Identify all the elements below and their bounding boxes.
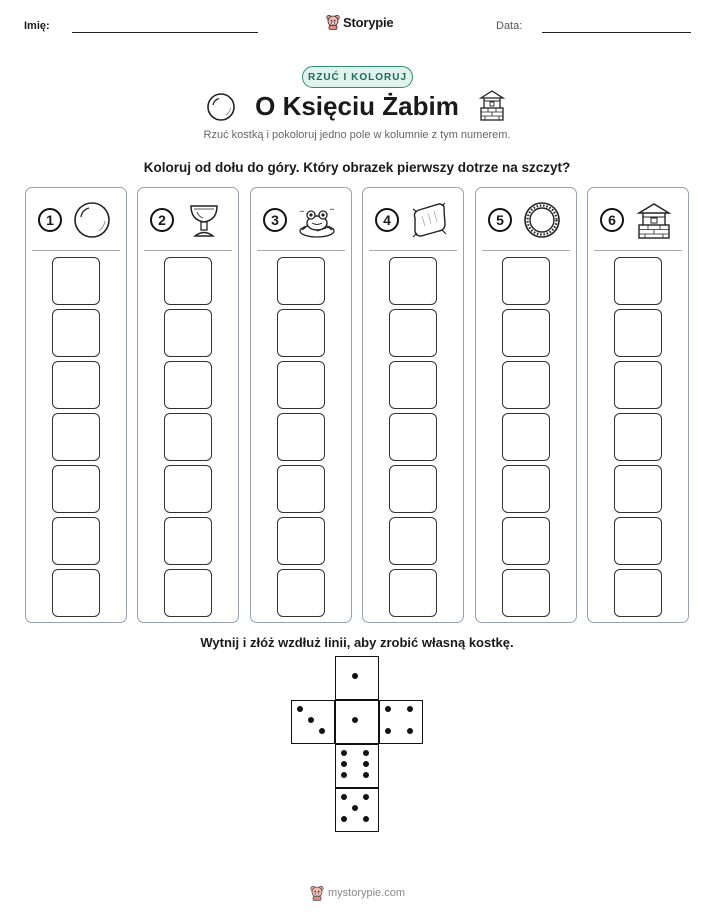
die-pip	[341, 750, 347, 756]
date-line[interactable]	[542, 32, 691, 33]
die-pip	[407, 728, 413, 734]
color-cell[interactable]	[502, 465, 550, 513]
color-cell[interactable]	[389, 257, 437, 305]
color-cell[interactable]	[614, 309, 662, 357]
die-face-5	[335, 788, 379, 832]
column-5	[475, 187, 577, 623]
column-2	[137, 187, 239, 623]
name-line[interactable]	[72, 32, 258, 33]
color-cell[interactable]	[277, 465, 325, 513]
column-number: 3	[263, 208, 287, 232]
color-cell[interactable]	[389, 569, 437, 617]
color-cell[interactable]	[389, 465, 437, 513]
wishing-well-icon	[478, 88, 506, 122]
color-cell[interactable]	[614, 413, 662, 461]
color-cell[interactable]	[277, 257, 325, 305]
color-cell[interactable]	[52, 413, 100, 461]
die-pip	[297, 706, 303, 712]
column-number: 1	[38, 208, 62, 232]
color-cell[interactable]	[614, 569, 662, 617]
column-divider	[594, 250, 682, 251]
die-pip	[341, 772, 347, 778]
bear-logo-icon	[326, 14, 340, 30]
die-pip	[341, 761, 347, 767]
goblet-icon	[184, 200, 224, 240]
color-cell[interactable]	[502, 413, 550, 461]
color-cell[interactable]	[389, 517, 437, 565]
die-pip	[319, 728, 325, 734]
die-face-1	[335, 656, 379, 700]
footer-text: mystorypie.com	[328, 887, 406, 899]
color-cell[interactable]	[52, 257, 100, 305]
die-pip	[385, 728, 391, 734]
color-cell[interactable]	[164, 309, 212, 357]
die-face-3	[291, 700, 335, 744]
column-divider	[369, 250, 457, 251]
color-cell[interactable]	[52, 465, 100, 513]
die-pip	[363, 816, 369, 822]
column-3	[250, 187, 352, 623]
instruction: Koloruj od dołu do góry. Który obrazek pierwszy dotrze na szczyt?	[143, 160, 571, 175]
category-badge: RZUĆ I KOLORUJ	[302, 66, 413, 88]
color-cell[interactable]	[502, 361, 550, 409]
column-divider	[482, 250, 570, 251]
footer	[310, 885, 405, 901]
color-cell[interactable]	[164, 413, 212, 461]
die-pip	[308, 717, 314, 723]
color-cell[interactable]	[277, 517, 325, 565]
color-cell[interactable]	[389, 413, 437, 461]
page-title: O Księciu Żabim	[255, 91, 459, 121]
bear-logo-icon	[310, 885, 324, 901]
column-divider	[32, 250, 120, 251]
column-number: 5	[488, 208, 512, 232]
ring-icon	[522, 200, 562, 240]
color-cell[interactable]	[164, 257, 212, 305]
color-cell[interactable]	[502, 309, 550, 357]
color-cell[interactable]	[52, 309, 100, 357]
color-cell[interactable]	[614, 257, 662, 305]
die-pip	[363, 761, 369, 767]
color-cell[interactable]	[52, 517, 100, 565]
color-cell[interactable]	[164, 361, 212, 409]
color-cell[interactable]	[164, 517, 212, 565]
die-pip	[352, 717, 358, 723]
color-cell[interactable]	[277, 569, 325, 617]
column-divider	[257, 250, 345, 251]
color-cell[interactable]	[614, 361, 662, 409]
subtitle: Rzuć kostką i pokoloruj jedno pole w kolumnie z tym numerem.	[203, 129, 511, 141]
column-number: 6	[600, 208, 624, 232]
color-cell[interactable]	[614, 465, 662, 513]
column-number: 2	[150, 208, 174, 232]
die-face-6	[335, 744, 379, 788]
die-pip	[341, 794, 347, 800]
color-cell[interactable]	[502, 257, 550, 305]
column-6	[587, 187, 689, 623]
die-face-1	[335, 700, 379, 744]
die-pip	[341, 816, 347, 822]
color-cell[interactable]	[52, 569, 100, 617]
column-divider	[144, 250, 232, 251]
cut-instruction: Wytnij i złóż wzdłuż linii, aby zrobić własną kostkę.	[200, 635, 514, 650]
column-1	[25, 187, 127, 623]
bubble-icon	[72, 200, 112, 240]
logo-text: Storypie	[343, 14, 394, 30]
die-pip	[352, 805, 358, 811]
die-pip	[363, 772, 369, 778]
color-cell[interactable]	[502, 569, 550, 617]
column-4	[362, 187, 464, 623]
die-pip	[407, 706, 413, 712]
logo	[326, 14, 393, 30]
color-cell[interactable]	[164, 569, 212, 617]
color-cell[interactable]	[52, 361, 100, 409]
date-label: Data:	[496, 20, 523, 32]
wishing-well-icon	[634, 200, 674, 240]
name-label: Imię:	[24, 20, 50, 32]
color-cell[interactable]	[502, 517, 550, 565]
color-cell[interactable]	[277, 413, 325, 461]
color-cell[interactable]	[614, 517, 662, 565]
color-cell[interactable]	[389, 361, 437, 409]
frog-on-lilypad-icon	[297, 200, 337, 240]
die-pip	[352, 673, 358, 679]
color-cell[interactable]	[277, 361, 325, 409]
die-face-4	[379, 700, 423, 744]
pillow-icon	[409, 200, 449, 240]
die-pip	[363, 750, 369, 756]
color-cell[interactable]	[277, 309, 325, 357]
die-pip	[385, 706, 391, 712]
die-pip	[363, 794, 369, 800]
color-cell[interactable]	[164, 465, 212, 513]
color-cell[interactable]	[389, 309, 437, 357]
column-number: 4	[375, 208, 399, 232]
